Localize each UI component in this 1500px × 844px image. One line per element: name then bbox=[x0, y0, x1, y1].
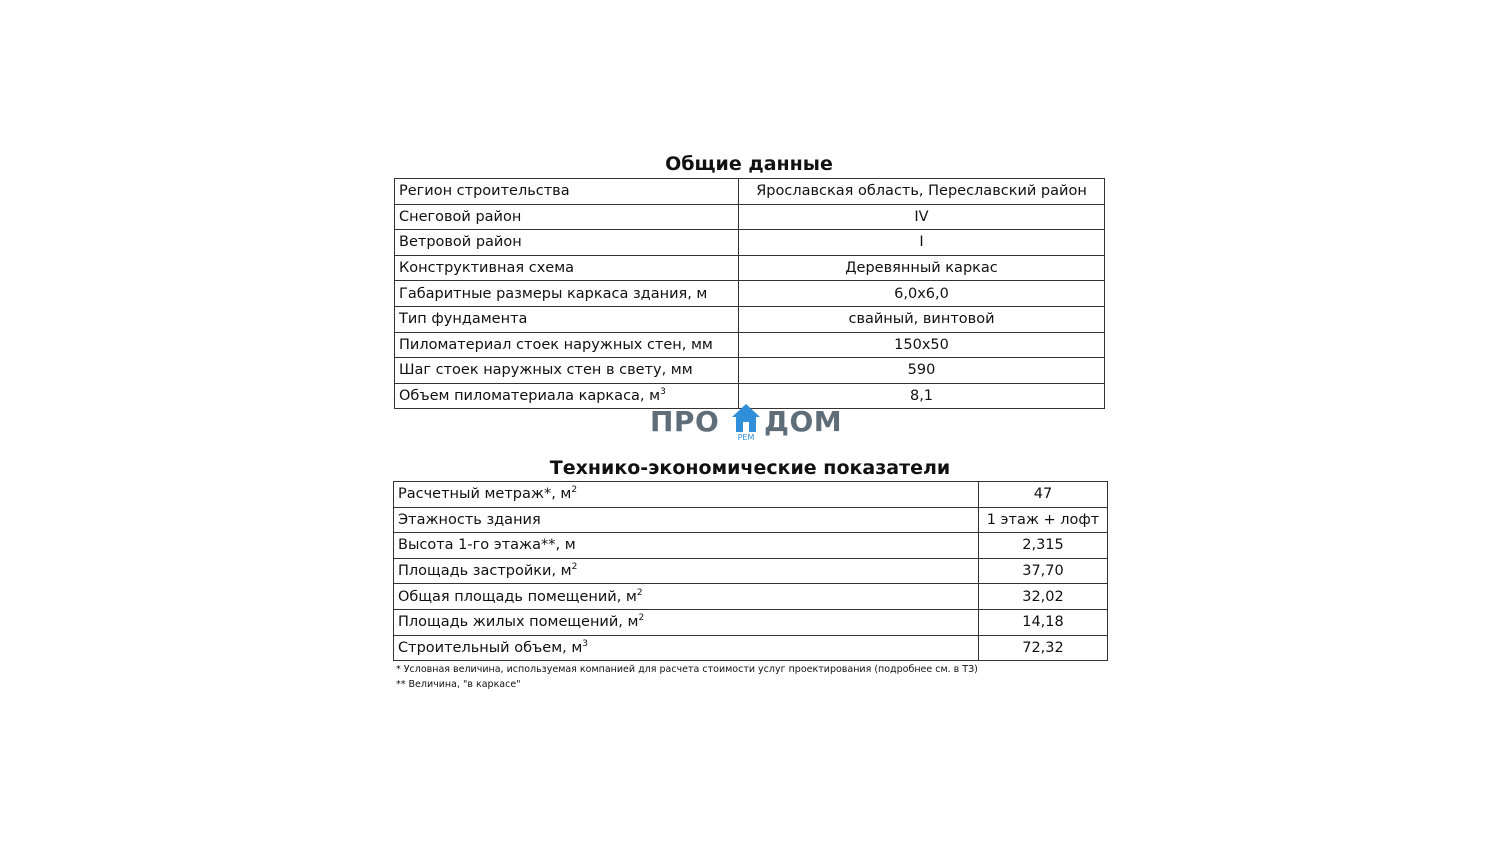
row-label-text: Строительный объем, м bbox=[398, 639, 583, 656]
table-row bbox=[394, 584, 1108, 610]
row-label bbox=[395, 281, 739, 307]
row-label bbox=[395, 255, 739, 281]
unit-exponent: 2 bbox=[571, 485, 578, 496]
footnote-2: ** Величина, "в каркасе" bbox=[396, 679, 521, 690]
row-label-text: Шаг стоек наружных стен в свету, мм bbox=[399, 362, 693, 379]
table-row bbox=[395, 281, 1105, 307]
row-label-text: Габаритные размеры каркаса здания, м bbox=[399, 285, 708, 302]
general-data-table bbox=[394, 178, 1105, 409]
row-label-text: Снеговой район bbox=[399, 208, 522, 225]
row-value: 8,1 bbox=[739, 383, 1105, 409]
table-row bbox=[394, 482, 1108, 508]
general-data-title: Общие данные bbox=[665, 153, 833, 175]
row-value: 72,32 bbox=[979, 635, 1108, 661]
row-value: 32,02 bbox=[979, 584, 1108, 610]
row-label bbox=[395, 230, 739, 256]
row-label-text: Общая площадь помещений, м bbox=[398, 588, 637, 605]
house-icon bbox=[730, 402, 762, 434]
row-label-text: Пиломатериал стоек наружных стен, мм bbox=[399, 336, 713, 353]
table-row bbox=[394, 609, 1108, 635]
unit-exponent: 3 bbox=[660, 387, 666, 398]
row-value: 590 bbox=[739, 358, 1105, 384]
row-label-text: Ветровой район bbox=[399, 234, 522, 251]
row-label-text: Расчетный метраж*, м bbox=[398, 486, 572, 503]
row-value: 2,315 bbox=[979, 533, 1108, 559]
row-value: 150х50 bbox=[739, 332, 1105, 358]
table-row bbox=[395, 230, 1105, 256]
row-value: 1 этаж + лофт bbox=[979, 507, 1108, 533]
row-label bbox=[395, 306, 739, 332]
row-label-text: Высота 1-го этажа**, м bbox=[398, 537, 576, 554]
row-label-text: Площадь жилых помещений, м bbox=[398, 614, 639, 631]
row-value: 14,18 bbox=[979, 609, 1108, 635]
row-label-text: Этажность здания bbox=[398, 511, 541, 528]
row-value: 47 bbox=[979, 482, 1108, 508]
row-label bbox=[394, 635, 979, 661]
table-row bbox=[395, 255, 1105, 281]
footnote-1: * Условная величина, используемая компанией для расчета стоимости услуг проектирования (подробнее см. в ТЗ) bbox=[396, 664, 978, 675]
unit-exponent: 2 bbox=[571, 562, 578, 573]
row-value: 37,70 bbox=[979, 558, 1108, 584]
table-row bbox=[394, 635, 1108, 661]
footnotes bbox=[396, 662, 978, 692]
prodom-logo bbox=[650, 402, 850, 444]
logo-text-left: ПРО bbox=[650, 405, 720, 438]
row-value: IV bbox=[739, 204, 1105, 230]
tech-indicators-table bbox=[393, 481, 1108, 661]
row-label-text: Конструктивная схема bbox=[399, 260, 575, 277]
row-label bbox=[394, 609, 979, 635]
tech-indicators-title: Технико-экономические показатели bbox=[549, 457, 951, 479]
row-label bbox=[394, 558, 979, 584]
row-label-text: Регион строительства bbox=[399, 183, 570, 200]
row-label-text: Объем пиломатериала каркаса, м bbox=[399, 388, 661, 405]
row-label-text: Тип фундамента bbox=[399, 311, 528, 328]
table-row bbox=[395, 204, 1105, 230]
logo-text-right: ДОМ bbox=[764, 405, 843, 438]
table-row bbox=[395, 306, 1105, 332]
unit-exponent: 3 bbox=[582, 638, 589, 649]
row-value: I bbox=[739, 230, 1105, 256]
row-label bbox=[395, 358, 739, 384]
table-row bbox=[394, 558, 1108, 584]
table-row bbox=[394, 507, 1108, 533]
row-value: Деревянный каркас bbox=[739, 255, 1105, 281]
table-row bbox=[395, 179, 1105, 205]
row-value: свайный, винтовой bbox=[739, 306, 1105, 332]
table-row bbox=[395, 358, 1105, 384]
row-label bbox=[394, 533, 979, 559]
unit-exponent: 2 bbox=[638, 613, 645, 624]
row-label bbox=[394, 482, 979, 508]
table-row bbox=[395, 332, 1105, 358]
row-label bbox=[395, 179, 739, 205]
row-value: Ярославская область, Переславский район bbox=[739, 179, 1105, 205]
row-label bbox=[394, 507, 979, 533]
row-value: 6,0х6,0 bbox=[739, 281, 1105, 307]
row-label bbox=[395, 332, 739, 358]
row-label bbox=[394, 584, 979, 610]
unit-exponent: 2 bbox=[636, 587, 643, 598]
row-label bbox=[395, 204, 739, 230]
logo-subtext: РЕМ bbox=[737, 433, 755, 442]
row-label-text: Площадь застройки, м bbox=[398, 563, 572, 580]
table-row bbox=[394, 533, 1108, 559]
